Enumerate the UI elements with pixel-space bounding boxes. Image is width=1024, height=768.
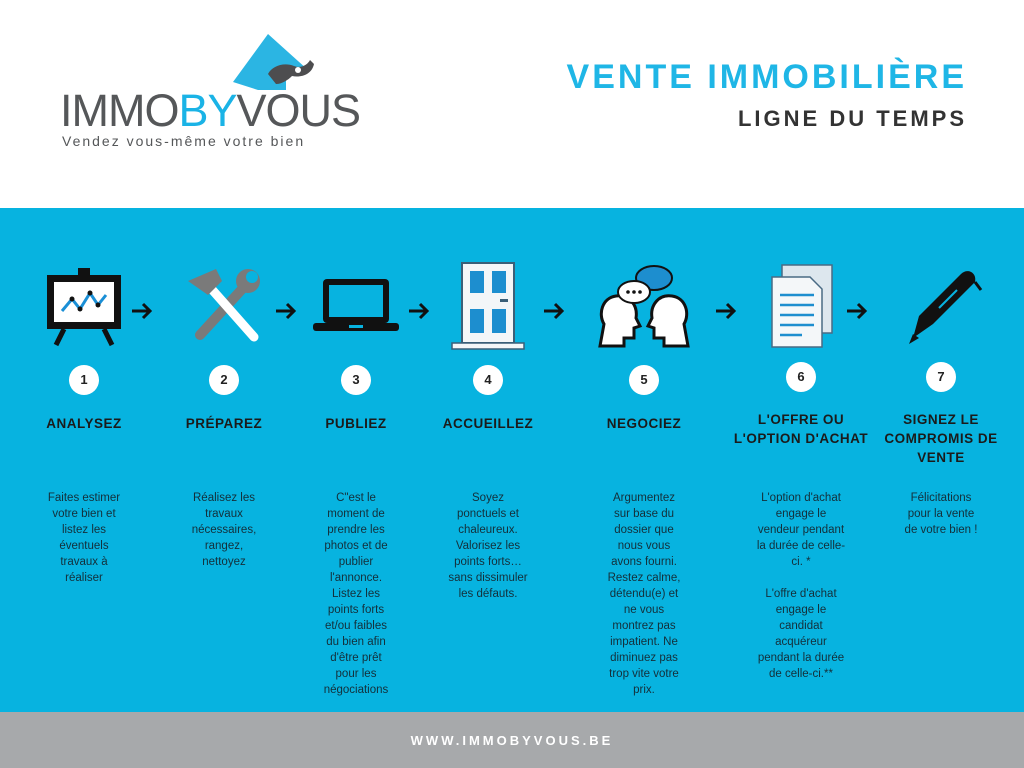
brand-logo[interactable] (60, 30, 360, 160)
step-number: 3 (341, 365, 371, 395)
laptop-icon (301, 258, 411, 353)
step-number: 4 (473, 365, 503, 395)
timeline (0, 208, 1024, 712)
step-title: ACCUEILLEZ (442, 416, 534, 431)
brand-tagline: Vendez vous-même votre bien (62, 133, 306, 149)
step-description: Soyez ponctuels et chaleureux. Valorisez les points forts… sans dissimuler les défauts. (448, 492, 528, 600)
step-description: Réalisez les travaux nécessaires, rangez, nettoyez (191, 492, 257, 568)
arrow-right-icon (714, 301, 738, 321)
brand-wordmark: IMMOBYVOUS (60, 85, 361, 136)
step-title: NEGOCIEZ (606, 416, 682, 431)
step-number: 6 (786, 362, 816, 392)
arrow-right-icon (130, 301, 154, 321)
step-title: L'OFFRE OU L'OPTION D'ACHAT (733, 412, 869, 446)
footer (0, 712, 1024, 768)
door-icon (433, 258, 543, 353)
arrow-right-icon (274, 301, 298, 321)
step-description: C"est le moment de prendre les photos et de publier l'annonce. Listez les points forts et/ou faibles du bien afin d'être prêt pour les négociations (323, 492, 389, 696)
conversation-icon (589, 258, 699, 353)
arrow-right-icon (542, 301, 566, 321)
arrow-right-icon (407, 301, 431, 321)
step-title: PUBLIEZ (325, 416, 387, 431)
step-number: 1 (69, 365, 99, 395)
step-number: 2 (209, 365, 239, 395)
step-description: L'option d'achat engage le vendeur pendant la durée de celle- ci. * L'offre d'achat engage le candidat acquéreur pendant la durée de celle-ci.** (756, 492, 846, 680)
step-description: Félicitations pour la vente de votre bien ! (904, 492, 978, 536)
pen-icon (886, 258, 996, 353)
step-number: 7 (926, 362, 956, 392)
step-title: ANALYSEZ (46, 416, 122, 431)
website-link[interactable]: WWW.IMMOBYVOUS.BE (410, 733, 614, 748)
document-icon (746, 258, 856, 353)
step-description: Faites estimer votre bien et listez les éventuels travaux à réaliser (47, 492, 121, 584)
step-description: Argumentez sur base du dossier que nous vous avons fourni. Restez calme, détendu(e) et ne vous montrez pas impatient. Ne diminuez pas trop vite votre prix. (607, 492, 681, 696)
header (0, 0, 1024, 208)
step-title: PRÉPAREZ (185, 416, 263, 431)
hammer-wrench-icon (169, 258, 279, 353)
step-number: 5 (629, 365, 659, 395)
page-title: VENTE IMMOBILIÈRE (566, 58, 967, 96)
arrow-right-icon (845, 301, 869, 321)
page-subtitle: LIGNE DU TEMPS (737, 106, 967, 131)
step-title: SIGNEZ LE COMPROMIS DE VENTE (884, 412, 998, 465)
presentation-chart-icon (29, 258, 139, 353)
